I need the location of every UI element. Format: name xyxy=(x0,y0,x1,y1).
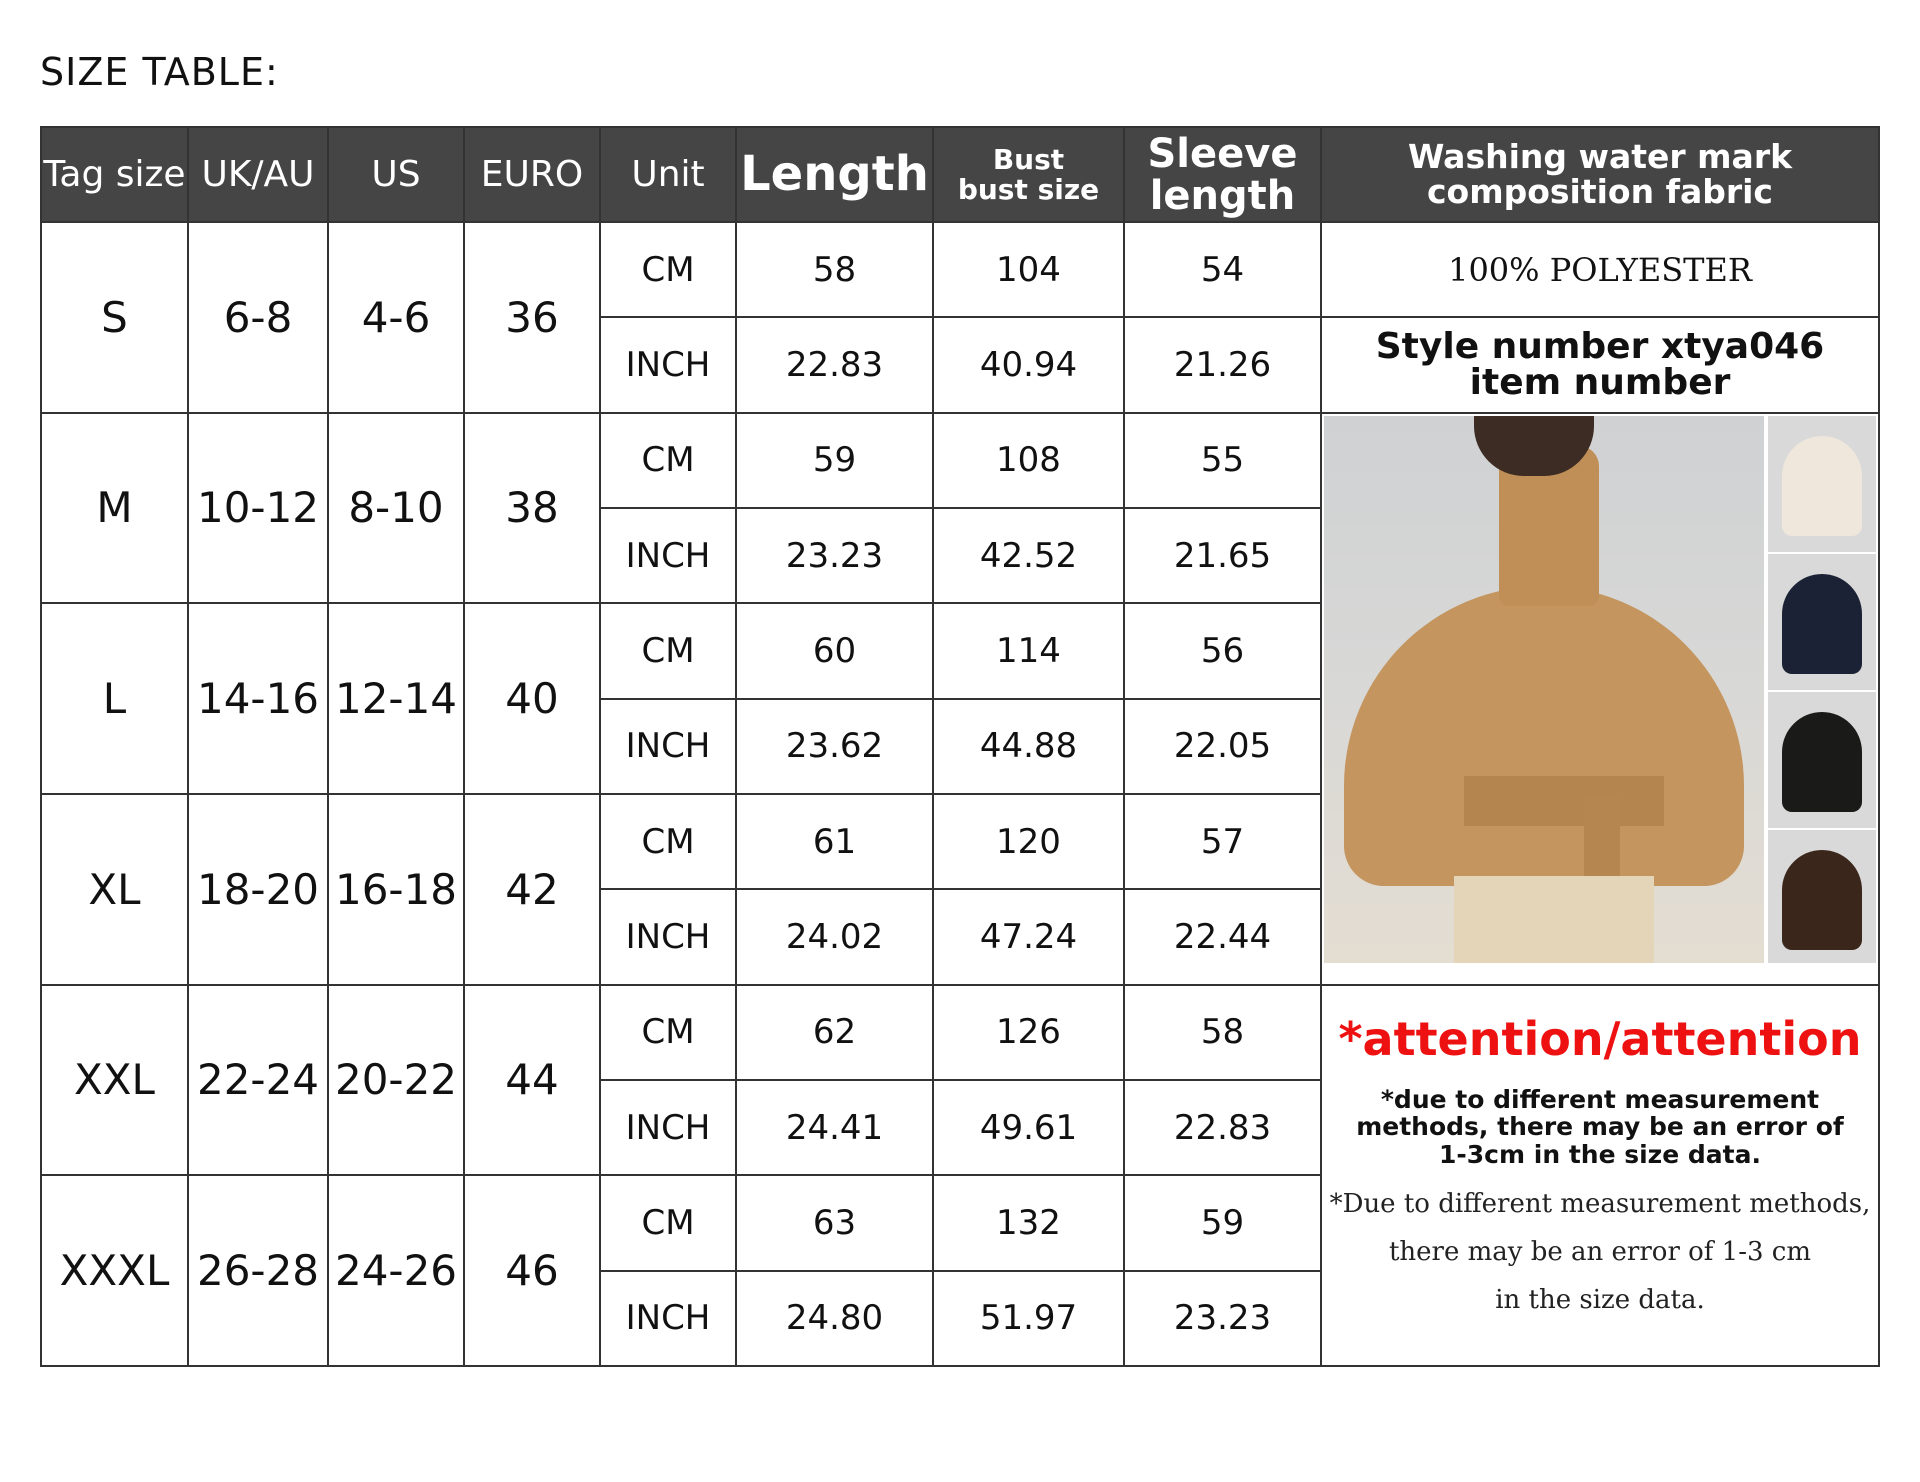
header-unit: Unit xyxy=(600,127,736,222)
us-cell: 4-6 xyxy=(328,222,464,413)
length-cell: 22.83 xyxy=(736,317,933,412)
thumbnail-figure xyxy=(1782,436,1862,536)
bust-cell: 126 xyxy=(933,985,1124,1080)
tag-size-cell: XL xyxy=(41,794,188,985)
unit-cell: CM xyxy=(600,985,736,1080)
table-row xyxy=(41,222,1879,317)
uk-au-cell: 26-28 xyxy=(188,1175,328,1366)
bust-cell: 132 xyxy=(933,1175,1124,1270)
length-cell: 59 xyxy=(736,413,933,508)
bust-cell: 104 xyxy=(933,222,1124,317)
product-thumbnail-cream xyxy=(1768,416,1876,552)
header-uk-au: UK/AU xyxy=(188,127,328,222)
unit-cell: CM xyxy=(600,794,736,889)
sleeve-cell: 23.23 xyxy=(1124,1271,1321,1366)
euro-cell: 42 xyxy=(464,794,600,985)
length-cell: 60 xyxy=(736,603,933,698)
uk-au-cell: 6-8 xyxy=(188,222,328,413)
tag-size-cell: XXXL xyxy=(41,1175,188,1366)
us-cell: 8-10 xyxy=(328,413,464,604)
sleeve-cell: 22.05 xyxy=(1124,699,1321,794)
header-washing xyxy=(1321,127,1879,222)
euro-cell: 38 xyxy=(464,413,600,604)
header-sleeve-length xyxy=(1124,127,1321,222)
length-cell: 23.23 xyxy=(736,508,933,603)
tag-size-cell: S xyxy=(41,222,188,413)
item-number: item number xyxy=(1469,361,1731,403)
uk-au-cell: 18-20 xyxy=(188,794,328,985)
sleeve-cell: 55 xyxy=(1124,413,1321,508)
product-photo-cell xyxy=(1321,413,1879,985)
length-cell: 58 xyxy=(736,222,933,317)
length-cell: 23.62 xyxy=(736,699,933,794)
sleeve-cell: 54 xyxy=(1124,222,1321,317)
pants-shape xyxy=(1454,876,1654,963)
us-cell: 24-26 xyxy=(328,1175,464,1366)
euro-cell: 46 xyxy=(464,1175,600,1366)
header-row xyxy=(41,127,1879,222)
sleeve-cell: 22.83 xyxy=(1124,1080,1321,1175)
bust-cell: 114 xyxy=(933,603,1124,698)
tag-size-cell: L xyxy=(41,603,188,794)
tag-size-cell: M xyxy=(41,413,188,604)
header-bust xyxy=(933,127,1124,222)
attention-serif-line: there may be an error of 1-3 cm xyxy=(1388,1237,1812,1268)
table-row xyxy=(41,413,1879,508)
attention-title: *attention/attention xyxy=(1338,1011,1862,1066)
product-thumbnail-brown xyxy=(1768,830,1876,963)
header-length: Length xyxy=(736,127,933,222)
sleeve-cell: 22.44 xyxy=(1124,889,1321,984)
uk-au-cell: 10-12 xyxy=(188,413,328,604)
length-cell: 24.02 xyxy=(736,889,933,984)
belt-shape xyxy=(1464,776,1664,826)
header-us: US xyxy=(328,127,464,222)
unit-cell: INCH xyxy=(600,699,736,794)
product-thumbnail-navy xyxy=(1768,554,1876,690)
thumbnail-figure xyxy=(1782,574,1862,674)
unit-cell: CM xyxy=(600,413,736,508)
attention-note-serif xyxy=(1322,1180,1878,1324)
sleeve-cell: 57 xyxy=(1124,794,1321,889)
header-wash-line2: composition fabric xyxy=(1426,171,1773,211)
coat-shape xyxy=(1344,586,1744,886)
bust-cell: 120 xyxy=(933,794,1124,889)
attention-note-line: 1-3cm in the size data. xyxy=(1439,1139,1761,1169)
unit-cell: CM xyxy=(600,1175,736,1270)
bust-cell: 51.97 xyxy=(933,1271,1124,1366)
unit-cell: INCH xyxy=(600,889,736,984)
header-euro: EURO xyxy=(464,127,600,222)
us-cell: 16-18 xyxy=(328,794,464,985)
us-cell: 12-14 xyxy=(328,603,464,794)
bust-cell: 49.61 xyxy=(933,1080,1124,1175)
unit-cell: INCH xyxy=(600,1080,736,1175)
euro-cell: 40 xyxy=(464,603,600,794)
bust-cell: 42.52 xyxy=(933,508,1124,603)
euro-cell: 44 xyxy=(464,985,600,1176)
unit-cell: CM xyxy=(600,222,736,317)
euro-cell: 36 xyxy=(464,222,600,413)
style-number: Style number xtya046 xyxy=(1375,325,1825,367)
style-number-cell xyxy=(1321,317,1879,412)
length-cell: 62 xyxy=(736,985,933,1080)
header-bust-line1: Bust xyxy=(992,143,1065,177)
length-cell: 63 xyxy=(736,1175,933,1270)
bust-cell: 47.24 xyxy=(933,889,1124,984)
length-cell: 24.41 xyxy=(736,1080,933,1175)
length-cell: 24.80 xyxy=(736,1271,933,1366)
bust-cell: 44.88 xyxy=(933,699,1124,794)
sleeve-cell: 56 xyxy=(1124,603,1321,698)
attention-note-line: *due to different measurement xyxy=(1380,1084,1820,1114)
attention-cell xyxy=(1321,985,1879,1366)
sleeve-cell: 21.65 xyxy=(1124,508,1321,603)
uk-au-cell: 22-24 xyxy=(188,985,328,1176)
thumbnail-figure xyxy=(1782,712,1862,812)
table-row xyxy=(41,985,1879,1080)
composition-cell: 100% POLYESTER xyxy=(1321,222,1879,317)
unit-cell: INCH xyxy=(600,1271,736,1366)
uk-au-cell: 14-16 xyxy=(188,603,328,794)
header-sleeve-line2: length xyxy=(1149,172,1296,219)
size-table xyxy=(40,126,1880,1367)
sleeve-cell: 21.26 xyxy=(1124,317,1321,412)
header-tag-size: Tag size xyxy=(41,127,188,222)
us-cell: 20-22 xyxy=(328,985,464,1176)
thumbnail-figure xyxy=(1782,850,1862,950)
unit-cell: INCH xyxy=(600,508,736,603)
tag-size-cell: XXL xyxy=(41,985,188,1176)
attention-note-line: methods, there may be an error of xyxy=(1356,1112,1844,1142)
header-sleeve-line1: Sleeve xyxy=(1147,130,1298,177)
header-bust-line2: bust size xyxy=(957,172,1100,206)
attention-serif-line: *Due to different measurement methods, xyxy=(1329,1189,1871,1220)
page-title: SIZE TABLE: xyxy=(40,50,279,94)
attention-note xyxy=(1322,1086,1878,1169)
unit-cell: INCH xyxy=(600,317,736,412)
unit-cell: CM xyxy=(600,603,736,698)
product-photo-main xyxy=(1324,416,1764,963)
attention-serif-line: in the size data. xyxy=(1495,1285,1705,1316)
header-wash-line1: Washing water mark xyxy=(1407,136,1793,176)
bust-cell: 40.94 xyxy=(933,317,1124,412)
length-cell: 61 xyxy=(736,794,933,889)
sleeve-cell: 59 xyxy=(1124,1175,1321,1270)
product-thumbnail-black xyxy=(1768,692,1876,828)
bust-cell: 108 xyxy=(933,413,1124,508)
sleeve-cell: 58 xyxy=(1124,985,1321,1080)
